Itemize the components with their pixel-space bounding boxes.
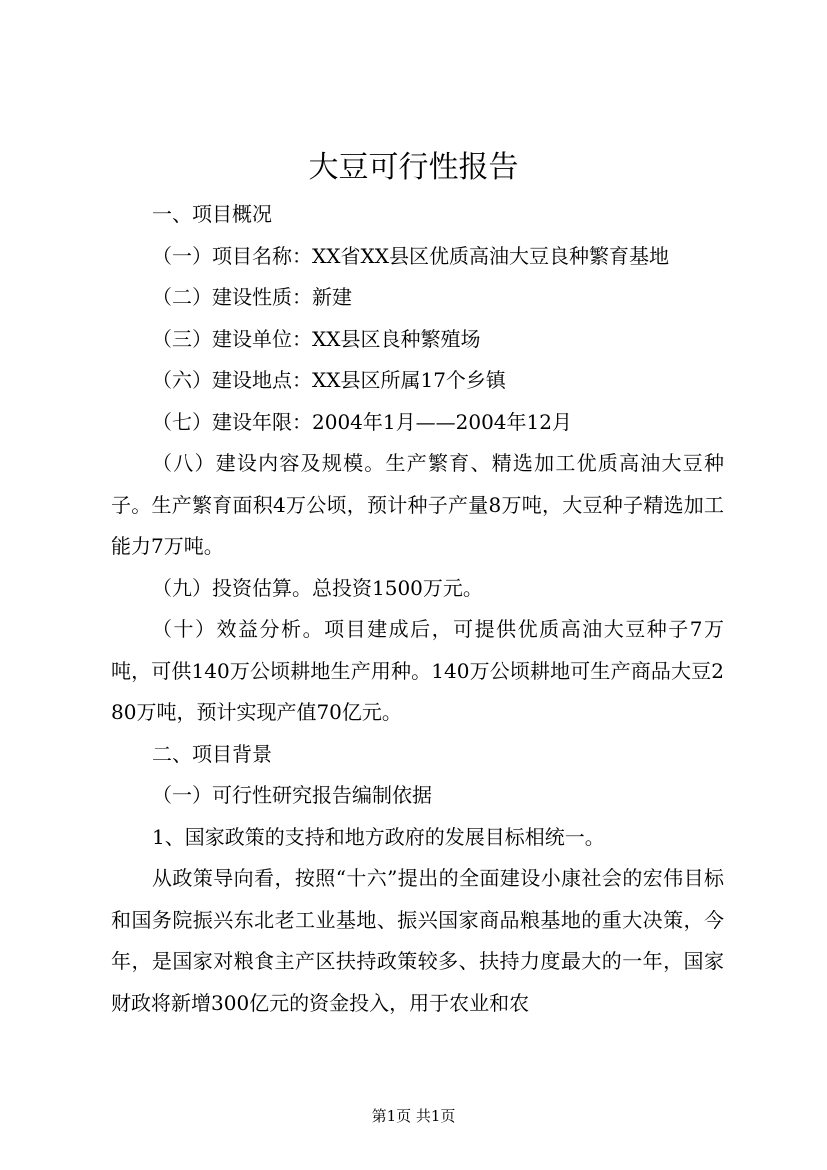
document-body [111,194,724,1024]
paragraph-policy-support: 1、国家政策的支持和地方政府的发展目标相统一。 [152,824,605,849]
paragraph-project-name: （一）项目名称：XX省XX县区优质高油大豆良种繁育基地 [152,243,669,268]
page-footer: 第1页 共1页 [371,1107,456,1125]
paragraph-construction-period: （七）建设年限：2004年1月——2004年12月 [152,409,572,434]
paragraph-investment-estimate: （九）投资估算。总投资1500万元。 [152,575,483,600]
paragraph-policy-guidance: 从政策导向看，按照“十六”提出的全面建设小康社会的宏伟目标和国务院振兴东北老工业基地、振兴国家商品粮基地的重大决策，今年，是国家对粮食主产区扶持政策较多、扶持力度最大的一年，国家财政将新增300亿元的资金投入，用于农业和农 [111,866,724,1015]
paragraph-compilation-basis: （一）可行性研究报告编制依据 [152,783,432,807]
paragraph-construction-content: （八）建设内容及规模。生产繁育、精选加工优质高油大豆种子。生产繁育面积4万公顷，预计种子产量8万吨，大豆种子精选加工能力7万吨。 [111,451,724,558]
paragraph-section-2-heading: 二、项目背景 [152,741,272,766]
document-title: 大豆可行性报告 [308,150,519,185]
paragraph-benefit-analysis: （十）效益分析。项目建成后，可提供优质高油大豆种子7万吨，可供140万公顷耕地生产用种。140万公顷耕地可生产商品大豆280万吨，预计实现产值70亿元。 [111,617,724,724]
paragraph-construction-nature: （二）建设性质：新建 [152,285,352,309]
paragraph-construction-unit: （三）建设单位：XX县区良种繁殖场 [152,326,481,351]
paragraph-construction-location: （六）建设地点：XX县区所属17个乡镇 [152,368,506,392]
paragraph-section-1-heading: 一、项目概况 [152,202,272,226]
